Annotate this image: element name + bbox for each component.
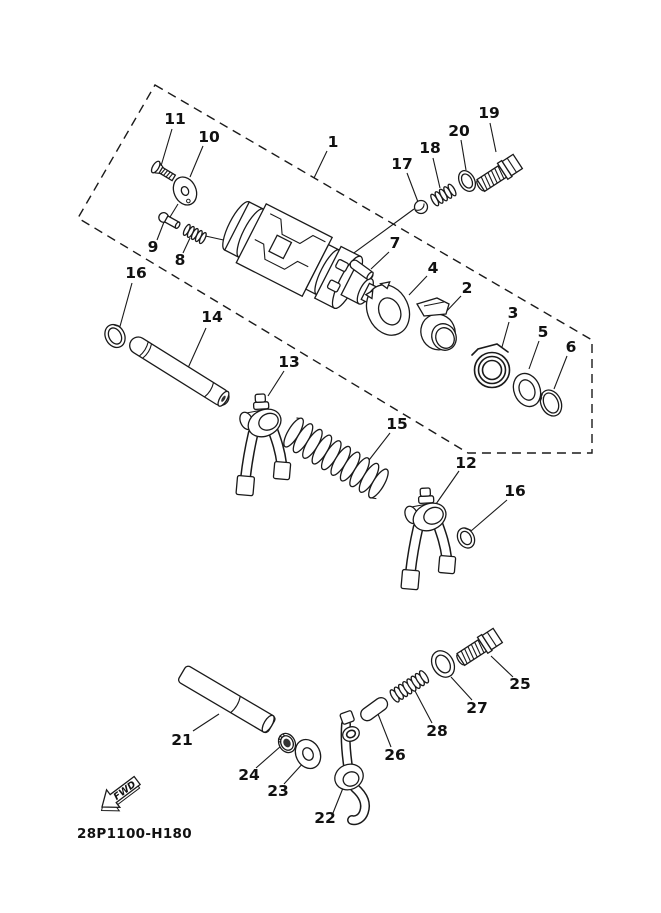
fwd-arrow	[93, 772, 145, 820]
callout-16b: 16	[504, 482, 526, 500]
callout-9: 9	[147, 238, 159, 256]
callout-23: 23	[267, 782, 289, 800]
circlip-16a	[101, 321, 129, 351]
callout-3: 3	[507, 304, 519, 322]
shift-cam-segment	[415, 298, 461, 355]
plate-washer	[509, 369, 546, 410]
callout-17: 17	[391, 155, 413, 173]
callout-2: 2	[461, 279, 473, 297]
callout-28: 28	[426, 722, 448, 740]
callout-14: 14	[201, 308, 223, 326]
spring-washer	[427, 647, 459, 682]
detent-ball	[415, 201, 428, 214]
dowel-pin	[157, 211, 181, 230]
callout-5: 5	[537, 323, 549, 341]
detent-plug-bolt	[473, 154, 522, 195]
fwd-arrow-label: FWD	[111, 779, 139, 803]
callout-8: 8	[174, 251, 186, 269]
stopper-plate-screw	[150, 160, 177, 184]
callout-13: 13	[278, 353, 300, 371]
detent-spring	[429, 183, 457, 207]
fork-spring	[280, 416, 392, 501]
part-code: 28P1100-H180	[77, 826, 192, 842]
shift-rod	[177, 665, 276, 734]
circlip-16b	[454, 525, 478, 551]
callout-15: 15	[386, 415, 408, 433]
callout-21: 21	[171, 731, 193, 749]
callout-25: 25	[509, 675, 531, 693]
fork-guide-bar	[126, 334, 232, 409]
callout-12: 12	[455, 454, 477, 472]
lever-spring	[389, 669, 431, 703]
shift-fork-1	[231, 393, 293, 497]
callout-10: 10	[198, 128, 220, 146]
callout-18: 18	[419, 139, 441, 157]
plain-washer	[291, 735, 326, 772]
sealing-washer	[455, 168, 479, 194]
callout-7: 7	[389, 234, 401, 252]
callout-22: 22	[314, 809, 336, 827]
callout-6: 6	[565, 338, 577, 356]
callout-26: 26	[384, 746, 406, 764]
stopper-plug-bolt	[453, 628, 502, 669]
shift-fork-2	[396, 487, 458, 591]
callout-16a: 16	[125, 264, 147, 282]
callout-20: 20	[448, 122, 470, 140]
torsion-spring	[472, 344, 510, 388]
washer-alignment-line	[170, 204, 178, 217]
callout-11: 11	[164, 110, 186, 128]
segment-spring	[182, 224, 207, 245]
callout-24: 24	[238, 766, 260, 784]
callout-4: 4	[427, 259, 439, 277]
callout-27: 27	[466, 699, 488, 717]
lever-pin	[358, 695, 390, 723]
callout-19: 19	[478, 104, 500, 122]
callout-1: 1	[327, 133, 339, 151]
